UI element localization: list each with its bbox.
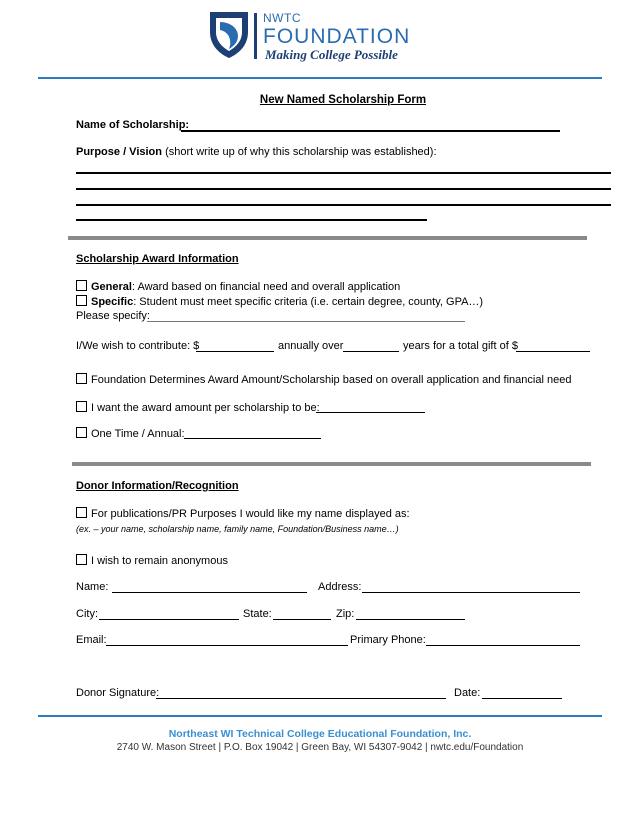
foundation-determines-checkbox[interactable] (76, 373, 87, 384)
purpose-field-line-4[interactable] (76, 219, 427, 221)
purpose-field-line-1[interactable] (76, 172, 611, 174)
address-label: Address: (318, 581, 362, 593)
nwtc-logo (208, 10, 428, 62)
purpose-note: (short write up of why this scholarship was established): (165, 146, 437, 158)
footer-address: 2740 W. Mason Street | P.O. Box 19042 | Green Bay, WI 54307-9042 | nwtc.edu/Foundation (116, 742, 524, 753)
footer-org: Northeast WI Technical College Educational Foundation, Inc. (168, 728, 472, 740)
section-divider-1 (68, 236, 587, 240)
email-field[interactable] (106, 645, 348, 646)
anonymous-option[interactable] (76, 554, 228, 568)
publications-option[interactable] (76, 507, 410, 521)
name-field[interactable] (112, 592, 307, 593)
award-info-heading: Scholarship Award Information (76, 253, 239, 265)
award-amount-checkbox[interactable] (76, 401, 87, 412)
contribute-label-1: I/We wish to contribute: $ (76, 340, 200, 352)
zip-label: Zip: (336, 608, 355, 620)
anonymous-label: I wish to remain anonymous (91, 555, 228, 567)
foundation-determines-label: Foundation Determines Award Amount/Scholarship based on overall application and financial need (91, 374, 572, 386)
contribute-amount-field[interactable] (196, 351, 274, 352)
date-label: Date: (454, 687, 481, 699)
one-time-checkbox[interactable] (76, 427, 87, 438)
state-field[interactable] (273, 619, 331, 620)
phone-label: Primary Phone: (350, 634, 426, 646)
general-desc: : Award based on financial need and overall application (131, 281, 401, 293)
contribute-total-field[interactable] (516, 351, 590, 352)
name-of-scholarship-label: Name of Scholarship: (76, 119, 190, 131)
section-divider-2 (72, 462, 591, 466)
specific-desc: : Student must meet specific criteria (i.e. certain degree, county, GPA…) (133, 296, 484, 308)
purpose-label: Purpose / Vision (76, 146, 162, 158)
one-time-option[interactable] (76, 427, 185, 441)
general-option[interactable] (76, 280, 400, 294)
purpose-line (76, 146, 437, 159)
logo-divider (254, 13, 257, 59)
city-field[interactable] (99, 619, 239, 620)
publications-checkbox[interactable] (76, 507, 87, 518)
footer (0, 728, 640, 753)
zip-field[interactable] (356, 619, 465, 620)
specific-option[interactable] (76, 295, 483, 309)
please-specify-label: Please specify: (76, 310, 150, 322)
header-divider (38, 77, 602, 79)
phone-field[interactable] (426, 645, 580, 646)
address-field[interactable] (362, 592, 580, 593)
specific-checkbox[interactable] (76, 295, 87, 306)
footer-divider (38, 715, 602, 717)
signature-field[interactable] (156, 698, 446, 699)
state-label: State: (243, 608, 272, 620)
city-label: City: (76, 608, 98, 620)
one-time-field[interactable] (184, 438, 321, 439)
award-amount-label: I want the award amount per scholarship to be: (91, 402, 320, 414)
contribute-label-2: annually over (278, 340, 344, 352)
shield-logo-icon (208, 10, 250, 60)
publications-example: (ex. – your name, scholarship name, family name, Foundation/Business name…) (76, 524, 399, 534)
purpose-field-line-3[interactable] (76, 204, 611, 206)
name-of-scholarship-field[interactable] (181, 130, 560, 132)
foundation-determines-option[interactable] (76, 373, 571, 387)
purpose-field-line-2[interactable] (76, 188, 611, 190)
specific-label: Specific (91, 296, 134, 308)
logo-foundation: FOUNDATION (263, 25, 411, 48)
date-field[interactable] (482, 698, 562, 699)
general-checkbox[interactable] (76, 280, 87, 291)
one-time-label: One Time / Annual: (91, 428, 185, 440)
email-label: Email: (76, 634, 107, 646)
general-label: General (91, 281, 132, 293)
form-title: New Named Scholarship Form (259, 94, 427, 106)
anonymous-checkbox[interactable] (76, 554, 87, 565)
please-specify-field[interactable] (147, 321, 465, 322)
contribute-label-3: years for a total gift of $ (403, 340, 518, 352)
logo-tagline: Making College Possible (265, 47, 398, 62)
award-amount-field[interactable] (316, 412, 425, 413)
award-amount-option[interactable] (76, 401, 320, 415)
contribute-years-field[interactable] (343, 351, 399, 352)
publications-label: For publications/PR Purposes I would like my name displayed as: (91, 508, 410, 520)
name-label: Name: (76, 581, 109, 593)
signature-label: Donor Signature: (76, 687, 160, 699)
logo-nwtc: NWTC (263, 11, 301, 25)
donor-heading: Donor Information/Recognition (76, 480, 239, 492)
